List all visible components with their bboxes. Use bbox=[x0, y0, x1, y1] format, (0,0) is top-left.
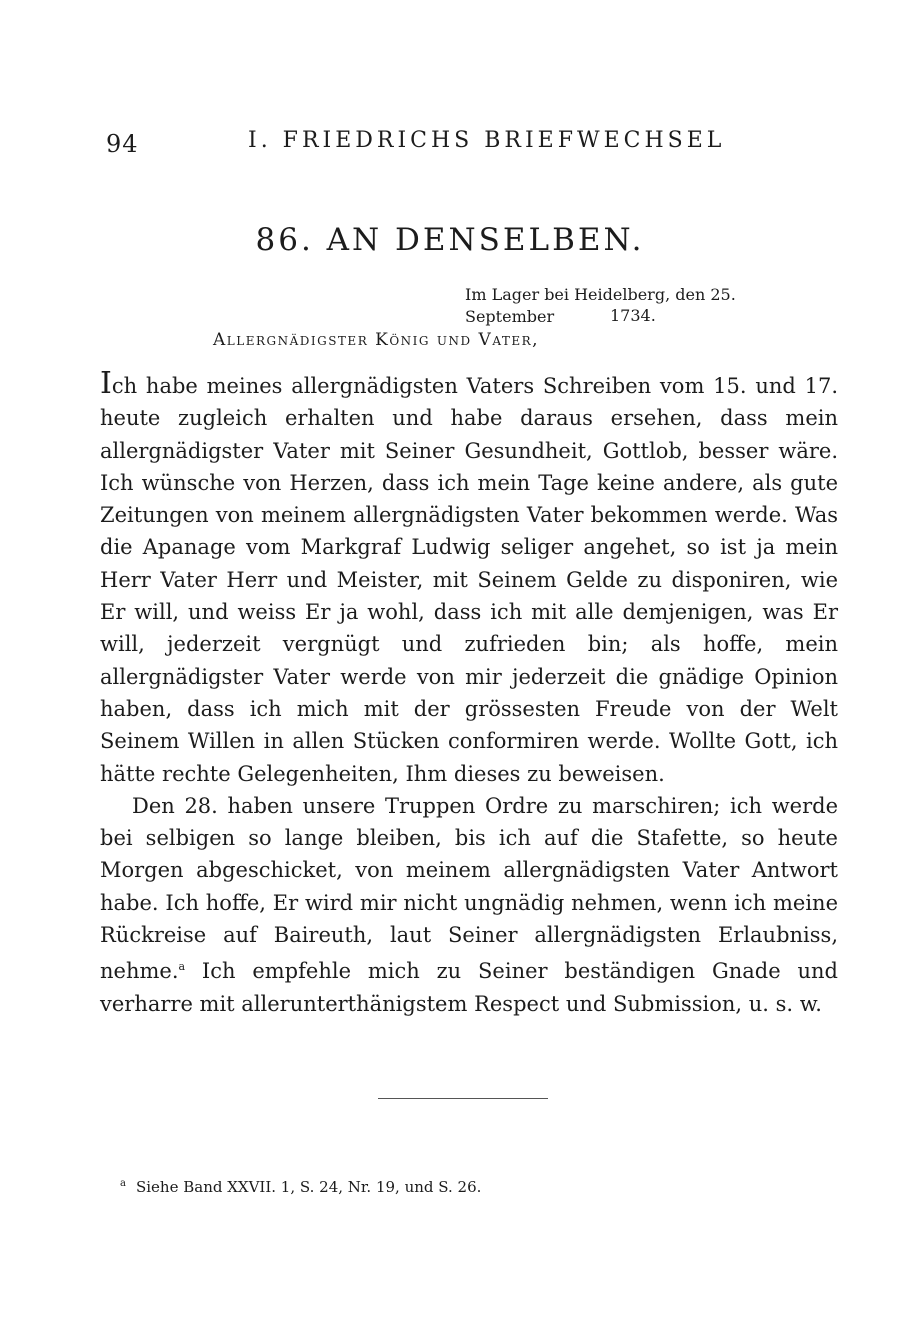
footnote-symbol: a bbox=[120, 1178, 126, 1189]
footnote-text: Siehe Band XXVII. 1, S. 24, Nr. 19, und S. 26. bbox=[135, 1178, 482, 1196]
paragraph-1 bbox=[100, 366, 838, 790]
letter-body bbox=[100, 366, 838, 1020]
footnote bbox=[120, 1178, 481, 1196]
paragraph-2-text-b: Ich empfehle mich zu Seiner beständigen Gnade und verharre mit allerunterthänigstem Respect und Submission, u. s. w. bbox=[100, 959, 838, 1016]
dateline: Im Lager bei Heidelberg, den 25. September bbox=[465, 285, 736, 326]
letter-title: 86. AN DENSELBEN. bbox=[255, 222, 645, 258]
dateline-year: 1734. bbox=[610, 306, 656, 325]
running-head: I. FRIEDRICHS BRIEFWECHSEL bbox=[248, 128, 726, 153]
salutation: Allergnädigster König und Vater, bbox=[213, 330, 540, 350]
paragraph-1-text: ch habe meines allergnädigsten Vaters Schreiben vom 15. und 17. heute zugleich erhalten und habe daraus ersehen, dass mein allergnädigster Vater mit Seiner Gesundheit, Gottlob, besser wäre. Ich wünsche von Herzen, dass ich mein Tage keine andere, als gute Zeitungen von meinem allergnädigsten Vater bekommen werde. Was die Apanage vom Markgraf Ludwig seliger angehet, so ist ja mein Herr Vater Herr und Meister, mit Seinem Gelde zu disponiren, wie Er will, und weiss Er ja wohl, dass ich mit alle demjenigen, was Er will, jederzeit vergnügt und zufrieden bin; als hoffe, mein allergnädigster Vater werde von mir jederzeit die gnädige Opinion haben, dass ich mich mit der grössesten Freude von der Welt Seinem Willen in allen Stücken conformiren werde. Wollte Gott, ich hätte rechte Gelegenheiten, Ihm dieses zu beweisen. bbox=[100, 374, 838, 786]
footnote-reference[interactable]: a bbox=[178, 960, 186, 974]
drop-cap: I bbox=[100, 366, 112, 401]
footnote-separator bbox=[378, 1098, 548, 1099]
page-number: 94 bbox=[106, 130, 139, 158]
paragraph-2-text-a: Den 28. haben unsere Truppen Ordre zu marschiren; ich werde bei selbigen so lange bleiben, bis ich auf die Stafette, so heute Morgen abgeschicket, von meinem allergnädigsten Vater Antwort habe. Ich hoffe, Er wird mir nicht ungnädig nehmen, wenn ich meine Rückreise auf Baireuth, laut Seiner allergnädigsten Erlaubniss, nehme. bbox=[100, 793, 838, 984]
paragraph-2 bbox=[100, 790, 838, 1020]
